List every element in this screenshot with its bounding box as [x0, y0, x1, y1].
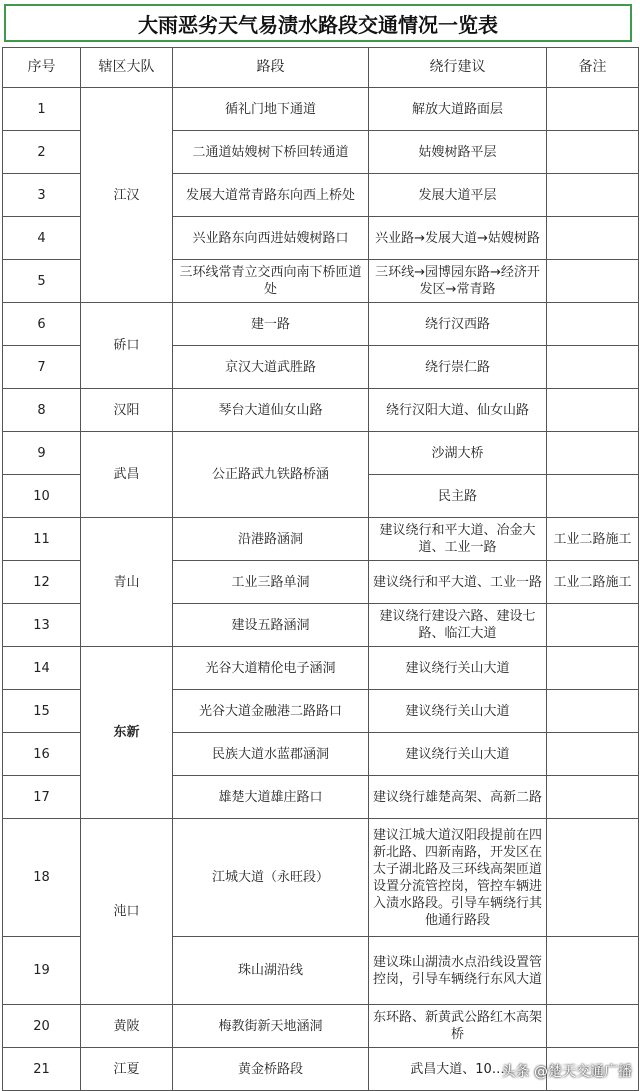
cell-detour: 建议绕行雄楚高架、高新二路 [369, 776, 547, 819]
cell-detour: 姑嫂树路平层 [369, 131, 547, 174]
cell-note [547, 346, 639, 389]
cell-detour: 建议江城大道汉阳段提前在四新北路、四新南路，开发区在太子湖北路及三环线高架匝道设置分流管控岗，管控车辆进入渍水路段。引导车辆绕行其他通行路段 [369, 819, 547, 937]
cell-seq: 1 [3, 88, 81, 131]
cell-road: 京汉大道武胜路 [173, 346, 369, 389]
cell-seq: 17 [3, 776, 81, 819]
cell-squad: 东新 [81, 647, 173, 819]
cell-seq: 16 [3, 733, 81, 776]
table-row [3, 1005, 639, 1048]
cell-note: 工业二路施工 [547, 518, 639, 561]
cell-detour: 发展大道平层 [369, 174, 547, 217]
table-row [3, 647, 639, 690]
cell-note [547, 604, 639, 647]
cell-seq: 2 [3, 131, 81, 174]
cell-detour: 绕行汉西路 [369, 303, 547, 346]
cell-seq: 21 [3, 1048, 81, 1091]
table-row [3, 819, 639, 937]
page-title: 大雨恶劣天气易渍水路段交通情况一览表 [4, 4, 632, 42]
cell-seq: 8 [3, 389, 81, 432]
cell-squad: 武昌 [81, 432, 173, 518]
cell-detour: 建议绕行建设六路、建设七路、临江大道 [369, 604, 547, 647]
cell-seq: 5 [3, 260, 81, 303]
cell-detour: 建议珠山湖渍水点沿线设置管控岗，引导车辆绕行东风大道 [369, 937, 547, 1005]
cell-seq: 13 [3, 604, 81, 647]
cell-seq: 9 [3, 432, 81, 475]
cell-squad: 汉阳 [81, 389, 173, 432]
cell-road: 光谷大道金融港二路路口 [173, 690, 369, 733]
cell-note [547, 260, 639, 303]
cell-detour: 民主路 [369, 475, 547, 518]
cell-note [547, 776, 639, 819]
cell-note [547, 690, 639, 733]
table-row [3, 518, 639, 561]
cell-detour: 建议绕行关山大道 [369, 690, 547, 733]
cell-detour: 东环路、新黄武公路红木高架桥 [369, 1005, 547, 1048]
cell-squad: 青山 [81, 518, 173, 647]
cell-note [547, 937, 639, 1005]
cell-road: 公正路武九铁路桥涵 [173, 432, 369, 518]
cell-road: 循礼门地下通道 [173, 88, 369, 131]
cell-detour: 建议绕行和平大道、冶金大道、工业一路 [369, 518, 547, 561]
cell-detour: 武昌大道、10… [369, 1048, 547, 1091]
cell-detour: 建议绕行和平大道、工业一路 [369, 561, 547, 604]
cell-seq: 10 [3, 475, 81, 518]
cell-note [547, 819, 639, 937]
cell-seq: 18 [3, 819, 81, 937]
cell-detour: 建议绕行关山大道 [369, 647, 547, 690]
cell-road: 发展大道常青路东向西上桥处 [173, 174, 369, 217]
cell-seq: 7 [3, 346, 81, 389]
cell-note [547, 432, 639, 475]
cell-road: 梅教街新天地涵洞 [173, 1005, 369, 1048]
cell-road: 沿港路涵洞 [173, 518, 369, 561]
cell-detour: 三环线→园博园东路→经济开发区→常青路 [369, 260, 547, 303]
cell-seq: 12 [3, 561, 81, 604]
cell-road: 兴业路东向西进姑嫂树路口 [173, 217, 369, 260]
cell-note [547, 389, 639, 432]
cell-note [547, 1005, 639, 1048]
cell-note [547, 303, 639, 346]
cell-road: 三环线常青立交西向南下桥匝道处 [173, 260, 369, 303]
cell-squad: 江汉 [81, 88, 173, 303]
cell-detour: 建议绕行关山大道 [369, 733, 547, 776]
cell-road: 黄金桥路段 [173, 1048, 369, 1091]
cell-squad: 黄陂 [81, 1005, 173, 1048]
cell-squad: 硚口 [81, 303, 173, 389]
cell-seq: 20 [3, 1005, 81, 1048]
cell-road: 雄楚大道雄庄路口 [173, 776, 369, 819]
table-row [3, 432, 639, 475]
table-row [3, 389, 639, 432]
header-note: 备注 [547, 48, 639, 88]
waterlogging-table [2, 47, 639, 1091]
cell-note: 工业二路施工 [547, 561, 639, 604]
table-row [3, 303, 639, 346]
cell-note [547, 174, 639, 217]
cell-note [547, 88, 639, 131]
cell-note [547, 475, 639, 518]
cell-road: 建一路 [173, 303, 369, 346]
cell-seq: 15 [3, 690, 81, 733]
cell-road: 工业三路单洞 [173, 561, 369, 604]
cell-seq: 4 [3, 217, 81, 260]
table-row [3, 88, 639, 131]
cell-road: 光谷大道精伦电子涵洞 [173, 647, 369, 690]
cell-road: 琴台大道仙女山路 [173, 389, 369, 432]
cell-road: 建设五路涵洞 [173, 604, 369, 647]
cell-seq: 6 [3, 303, 81, 346]
cell-seq: 19 [3, 937, 81, 1005]
cell-seq: 11 [3, 518, 81, 561]
header-squad: 辖区大队 [81, 48, 173, 88]
cell-detour: 沙湖大桥 [369, 432, 547, 475]
cell-squad: 江夏 [81, 1048, 173, 1091]
cell-squad: 沌口 [81, 819, 173, 1005]
cell-note [547, 217, 639, 260]
cell-road: 二通道姑嫂树下桥回转通道 [173, 131, 369, 174]
cell-road: 珠山湖沿线 [173, 937, 369, 1005]
cell-seq: 14 [3, 647, 81, 690]
cell-note [547, 733, 639, 776]
cell-detour: 绕行汉阳大道、仙女山路 [369, 389, 547, 432]
cell-road: 江城大道（永旺段） [173, 819, 369, 937]
cell-road: 民族大道水蓝郡涵洞 [173, 733, 369, 776]
cell-detour: 兴业路→发展大道→姑嫂树路 [369, 217, 547, 260]
cell-note [547, 647, 639, 690]
header-road: 路段 [173, 48, 369, 88]
cell-detour: 解放大道路面层 [369, 88, 547, 131]
cell-seq: 3 [3, 174, 81, 217]
header-seq: 序号 [3, 48, 81, 88]
header-detour: 绕行建议 [369, 48, 547, 88]
watermark: 头条 @楚天交通广播 [501, 1064, 632, 1080]
table-header-row [3, 48, 639, 88]
cell-detour: 绕行崇仁路 [369, 346, 547, 389]
cell-note [547, 131, 639, 174]
